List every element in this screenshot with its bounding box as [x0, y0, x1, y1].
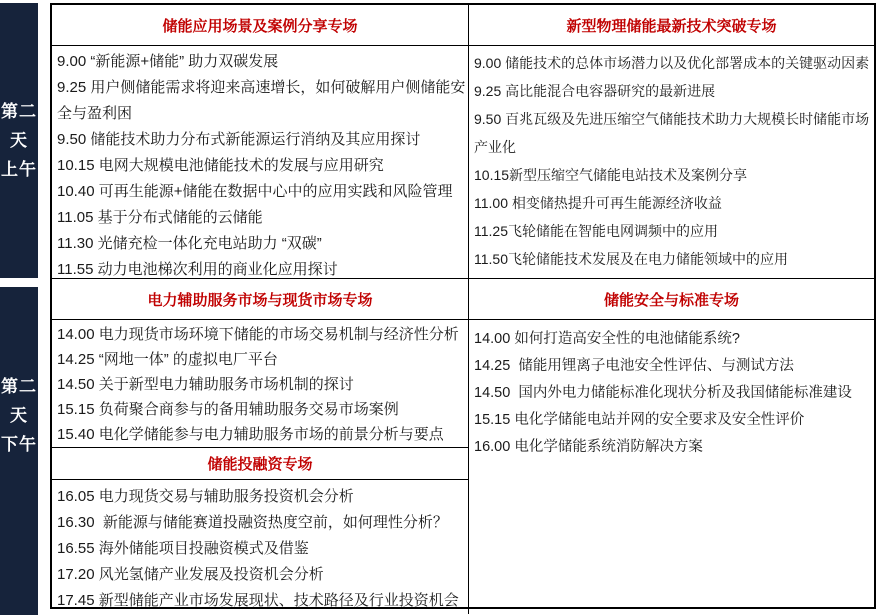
agenda-item: 10.40 可再生能源+储能在数据中心中的应用实践和风险管理 [57, 183, 453, 200]
morning-content-row [52, 46, 874, 279]
agenda-item: 16.00 电化学储能系统消防解决方案 [474, 439, 703, 455]
session-title-ancillary-market: 电力辅助服务市场与现货市场专场 [52, 279, 469, 319]
agenda-item: 16.55 海外储能项目投融资模式及借鉴 [57, 540, 309, 557]
agenda-item: 11.25飞轮储能在智能电网调频中的应用 [474, 223, 718, 239]
agenda-item: 9.50 百兆瓦级及先进压缩空气储能技术助力大规模长时储能市场产业化 [474, 111, 870, 155]
agenda-item: 14.25 储能用锂离子电池安全性评估、与测试方法 [474, 358, 794, 374]
session-title-physical-storage-tech: 新型物理储能最新技术突破专场 [566, 17, 777, 35]
agenda-item: 17.45 新型储能产业市场发展现状、技术路径及行业投资机会 [57, 592, 459, 609]
session-title-investment: 储能投融资专场 [52, 447, 468, 480]
agenda-item: 16.05 电力现货交易与辅助服务投资机会分析 [57, 488, 354, 505]
agenda-item: 14.00 如何打造高安全性的电池储能系统? [474, 331, 740, 347]
sidebar-label-line: 下午 [1, 434, 37, 454]
agenda-item: 11.30 光储充检一体化充电站助力 “双碳” [57, 235, 322, 252]
agenda-item: 11.05 基于分布式储能的云储能 [57, 209, 263, 226]
agenda-item: 14.50 国内外电力储能标准化现状分析及我国储能标准建设 [474, 385, 852, 401]
agenda-item: 17.20 风光氢储产业发展及投资机会分析 [57, 566, 324, 583]
investment-cell [52, 480, 468, 614]
sidebar-divider [0, 278, 38, 287]
ancillary-market-cell [52, 320, 468, 447]
agenda-item: 9.00 “新能源+储能” 助力双碳发展 [57, 53, 279, 70]
afternoon-left-column [52, 320, 469, 614]
agenda-item: 10.15 电网大规模电池储能技术的发展与应用研究 [57, 157, 384, 174]
sidebar-label-line: 天 [10, 405, 28, 425]
agenda-item: 9.25 高比能混合电容器研究的最新进展 [474, 83, 716, 99]
sidebar-label-line: 第二 [1, 102, 37, 121]
agenda-item: 11.00 相变储热提升可再生能源经济收益 [474, 195, 722, 211]
agenda-item: 16.30 新能源与储能赛道投融资热度空前，如何理性分析？ [57, 514, 448, 531]
morning-right-cell [469, 46, 874, 278]
agenda-item: 15.15 负荷聚合商参与的备用辅助服务交易市场案例 [57, 401, 399, 418]
sidebar-label-line: 天 [10, 131, 28, 150]
agenda-item: 15.15 电化学储能电站并网的安全要求及安全性评价 [474, 412, 805, 428]
day-sidebar [0, 3, 38, 615]
afternoon-content-row [52, 320, 874, 614]
agenda-item: 14.25 “网地一体” 的虚拟电厂平台 [57, 351, 278, 368]
agenda-item: 14.50 关于新型电力辅助服务市场机制的探讨 [57, 376, 354, 393]
agenda-item: 14.00 电力现货市场环境下储能的市场交易机制与经济性分析 [57, 326, 459, 343]
afternoon-header-row [52, 279, 874, 320]
sidebar-label-line: 第二 [1, 376, 37, 396]
agenda-item: 9.50 储能技术助力分布式新能源运行消纳及其应用探讨 [57, 131, 421, 148]
morning-left-cell [52, 46, 469, 278]
session-title-safety-standards: 储能安全与标准专场 [603, 291, 739, 309]
morning-header-row [52, 5, 874, 46]
agenda-item: 10.15新型压缩空气储能电站技术及案例分享 [474, 167, 748, 183]
agenda-item: 11.50飞轮储能技术发展及在电力储能领域中的应用 [474, 251, 788, 267]
session-title-storage-applications: 储能应用场景及案例分享专场 [52, 5, 469, 45]
safety-standards-cell [469, 320, 874, 614]
day2-morning-label [0, 3, 38, 278]
agenda-item: 9.25 用户侧储能需求将迎来高速增长，如何破解用户侧储能安全与盈利困 [57, 79, 466, 122]
agenda-item: 15.40 电化学储能参与电力辅助服务市场的前景分析与要点 [57, 426, 444, 443]
agenda-item: 11.55 动力电池梯次利用的商业化应用探讨 [57, 261, 338, 278]
day2-afternoon-label [0, 287, 38, 615]
sidebar-label-line: 上午 [1, 160, 37, 179]
agenda-item: 9.00 储能技术的总体市场潜力以及优化部署成本的关键驱动因素 [474, 55, 870, 71]
agenda-table [50, 3, 876, 609]
